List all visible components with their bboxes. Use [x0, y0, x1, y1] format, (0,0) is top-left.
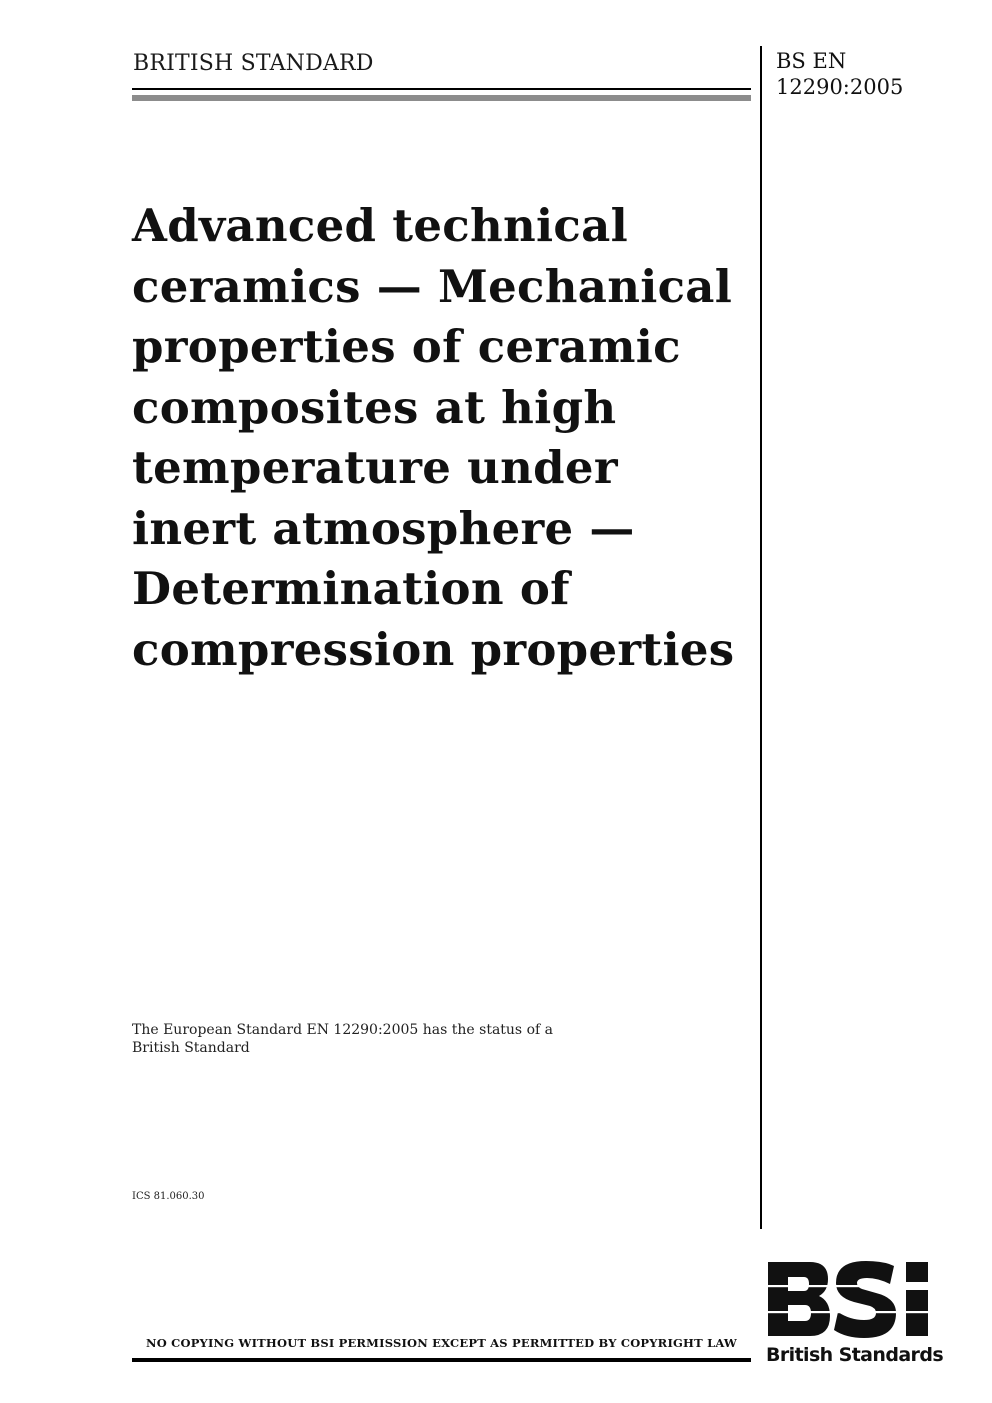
document-number-prefix: BS EN [776, 49, 847, 73]
status-line: The European Standard EN 12290:2005 has the status of a [132, 1022, 553, 1038]
title-line: ceramics — Mechanical [132, 259, 733, 313]
status-statement [132, 1021, 553, 1057]
title-line: composites at high [132, 380, 617, 434]
bsi-subtext: British Standards [766, 1344, 944, 1366]
copyright-notice: NO COPYING WITHOUT BSI PERMISSION EXCEPT AS PERMITTED BY COPYRIGHT LAW [146, 1336, 738, 1350]
title-line: inert atmosphere — [132, 501, 635, 555]
title-line: compression properties [132, 622, 735, 676]
bsi-wordmark-icon [766, 1260, 946, 1344]
status-line: British Standard [132, 1040, 250, 1056]
title-line: temperature under [132, 441, 618, 494]
document-number [776, 48, 903, 100]
title-line: properties of ceramic [132, 320, 681, 373]
series-label: BRITISH STANDARD [133, 51, 374, 76]
footer-rule [132, 1358, 751, 1362]
ics-code: ICS 81.060.30 [132, 1191, 205, 1202]
document-number-code: 12290:2005 [776, 75, 904, 99]
document-title [132, 196, 762, 680]
header-rule-thick [132, 95, 751, 101]
title-line: Advanced technical [132, 199, 628, 252]
title-line: Determination of [132, 562, 570, 615]
header-rule-thin [132, 88, 751, 90]
